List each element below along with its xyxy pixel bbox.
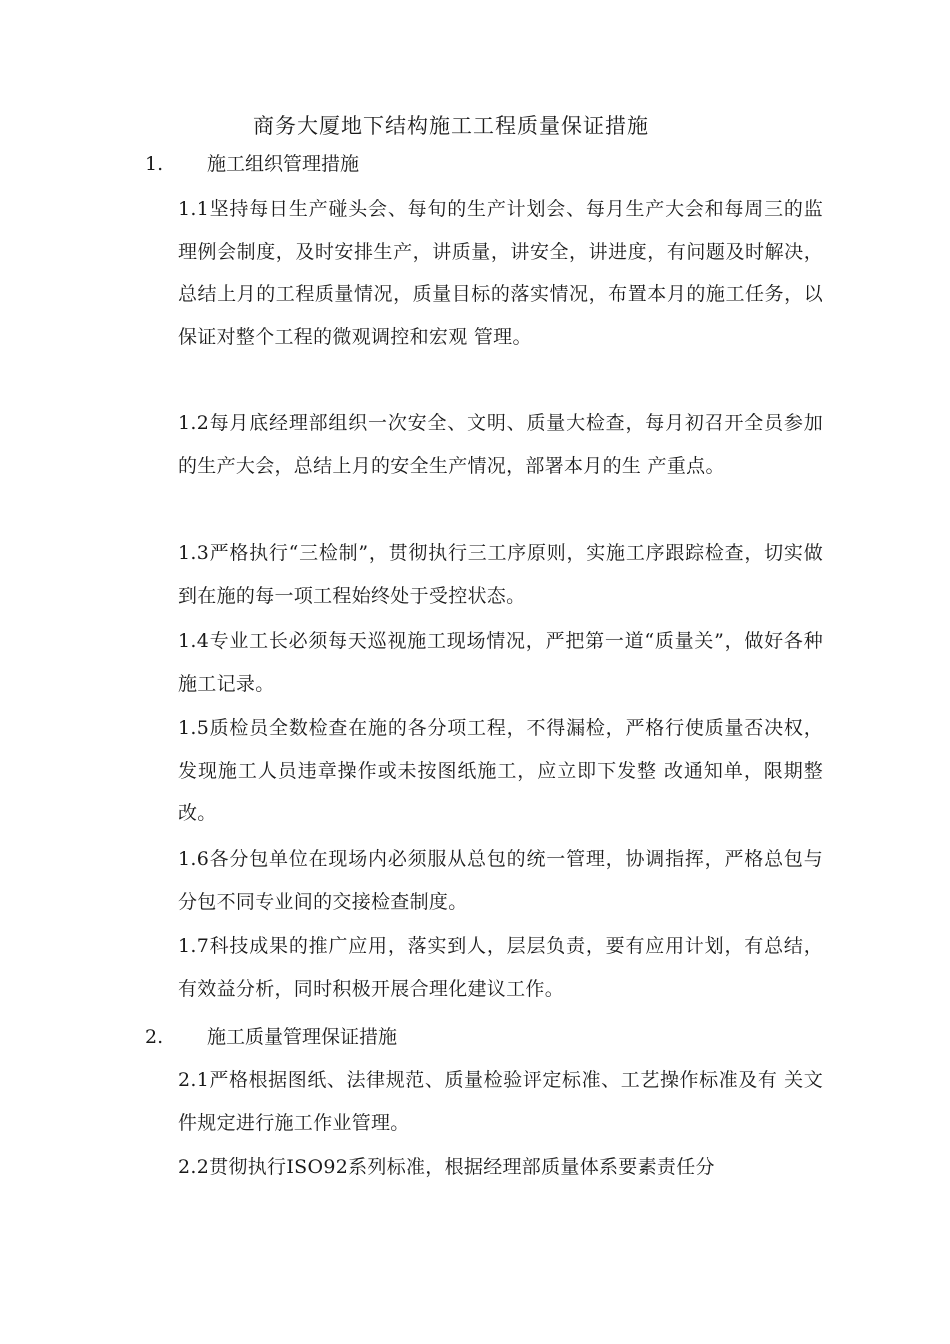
section-2-number: 2. xyxy=(145,1026,164,1048)
paragraph-1-2: 1.2每月底经理部组织一次安全、文明、质量大检查，每月初召开全员参加的生产大会，总结上月的安全生产情况，部署本月的生 产重点。 xyxy=(178,412,823,477)
paragraph-1-1: 1.1坚持每日生产碰头会、每旬的生产计划会、每月生产大会和每周三的监理例会制度，及时安排生产，讲质量，讲安全，讲进度，有问题及时解决，总结上月的工程质量情况，质量目标的落实情况，布置本月的施工任务，以保证对整个工程的微观调控和宏观 管理。 xyxy=(178,198,823,348)
section-2-title: 施工质量管理保证措施 xyxy=(207,1026,398,1048)
document-title: 商务大厦地下结构施工工程质量保证措施 xyxy=(253,114,649,138)
paragraph-1-6: 1.6各分包单位在现场内必须服从总包的统一管理，协调指挥，严格总包与分包不同专业间的交接检查制度。 xyxy=(178,848,823,913)
paragraph-2-1: 2.1严格根据图纸、法律规范、质量检验评定标准、工艺操作标准及有 关文件规定进行施工作业管理。 xyxy=(178,1069,823,1134)
paragraph-2-2: 2.2贯彻执行ISO92系列标准，根据经理部质量体系要素责任分 xyxy=(178,1156,715,1178)
paragraph-1-3: 1.3严格执行“三检制”，贯彻执行三工序原则，实施工序跟踪检查，切实做到在施的每一项工程始终处于受控状态。 xyxy=(178,542,823,607)
section-1-number: 1. xyxy=(145,153,164,175)
paragraph-1-4: 1.4专业工长必须每天巡视施工现场情况，严把第一道“质量关”，做好各种施工记录。 xyxy=(178,630,823,695)
section-1-title: 施工组织管理措施 xyxy=(207,153,360,175)
paragraph-1-7: 1.7科技成果的推广应用，落实到人，层层负责，要有应用计划，有总结，有效益分析，同时积极开展合理化建议工作。 xyxy=(178,935,823,1000)
paragraph-1-5: 1.5质检员全数检查在施的各分项工程，不得漏检，严格行使质量否决权，发现施工人员违章操作或未按图纸施工，应立即下发整 改通知单，限期整改。 xyxy=(178,717,823,824)
